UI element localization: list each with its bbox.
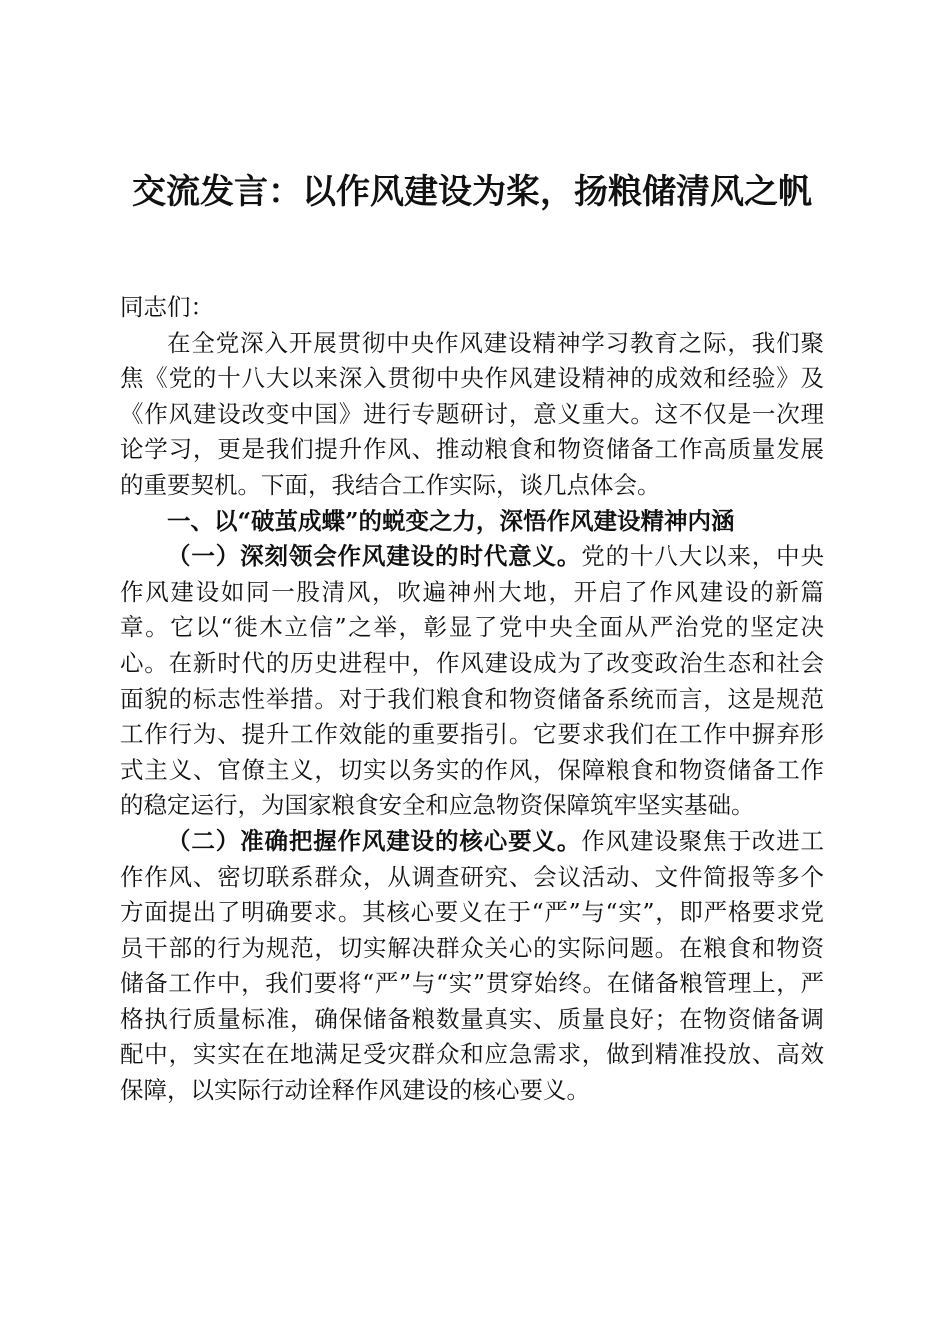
section-heading: 一、以“破茧成蝶”的蜕变之力，深悟作风建设精神内涵	[167, 506, 735, 535]
subsection-2-lead: （二）准确把握作风建设的核心要义。	[167, 826, 582, 855]
subsection-1-paragraph	[120, 539, 824, 824]
document-body	[120, 290, 824, 1109]
subsection-2-text: 作风建设聚焦于改进工作作风、密切联系群众，从调查研究、会议活动、文件简报等多个方面提出了明确要求。其核心要义在于“严”与“实”，即严格要求党员干部的行为规范，切实解决群众关心的实际问题。在粮食和物资储备工作中，我们要将“严”与“实”贯穿始终。在储备粮管理上，严格执行质量标准，确保储备粮数量真实、质量良好；在物资储备调配中，实实在在地满足受灾群众和应急需求，做到精准投放、高效保障，以实际行动诠释作风建设的核心要义。	[120, 826, 825, 1105]
intro-paragraph: 在全党深入开展贯彻中央作风建设精神学习教育之际，我们聚焦《党的十八大以来深入贯彻中央作风建设精神的成效和经验》及《作风建设改变中国》进行专题研讨，意义重大。这不仅是一次理论学习，更是我们提升作风、推动粮食和物资储备工作高质量发展的重要契机。下面，我结合工作实际，谈几点体会。	[120, 328, 824, 499]
subsection-1-text: 党的十八大以来，中央作风建设如同一股清风，吹遍神州大地，开启了作风建设的新篇章。它以“徙木立信”之举，彰显了党中央全面从严治党的坚定决心。在新时代的历史进程中，作风建设成为了改变政治生态和社会面貌的标志性举措。对于我们粮食和物资储备系统而言，这是规范工作行为、提升工作效能的重要指引。它要求我们在工作中摒弃形式主义、官僚主义，切实以务实的作风，保障粮食和物资储备工作的稳定运行，为国家粮食安全和应急物资保障筑牢坚实基础。	[120, 542, 825, 820]
salutation: 同志们：	[120, 293, 214, 321]
document-title: 交流发言：以作风建设为桨，扬粮储清风之帆	[132, 172, 812, 212]
subsection-1-lead: （一）深刻领会作风建设的时代意义。	[167, 542, 582, 571]
subsection-2-paragraph	[120, 824, 824, 1109]
